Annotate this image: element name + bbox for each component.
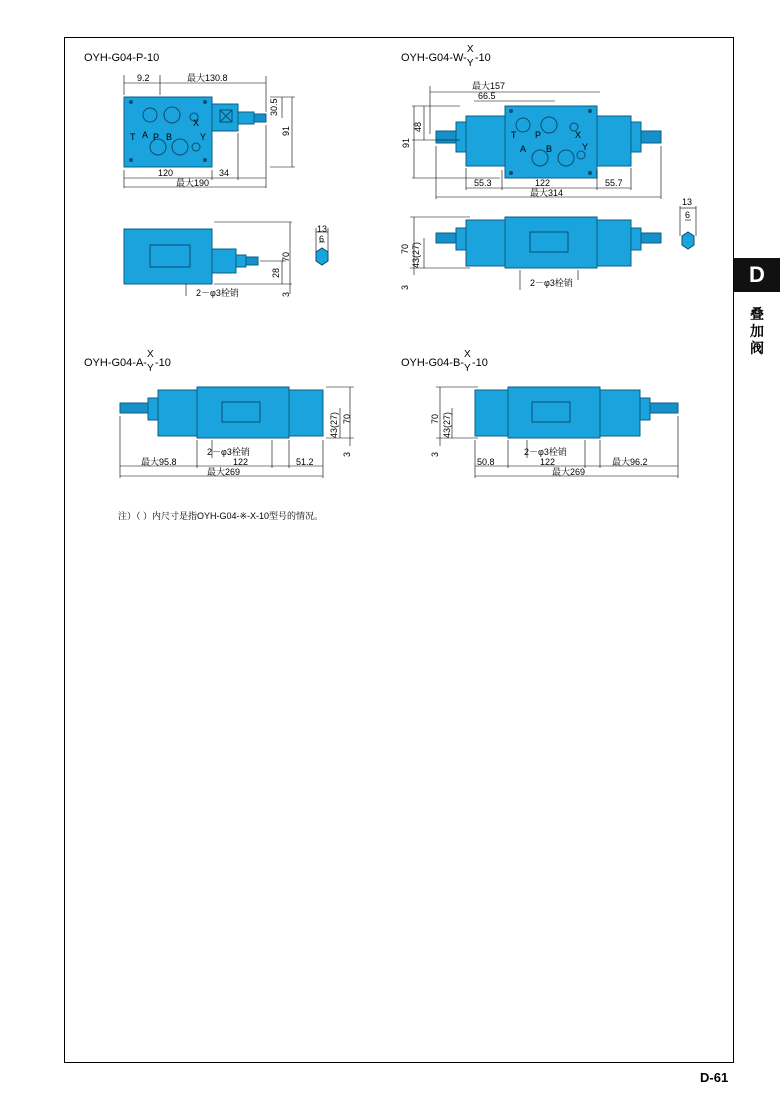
- dim-label: 66.5: [478, 91, 496, 101]
- dim-label: 55.7: [605, 178, 623, 188]
- title-a-suffix: -10: [154, 357, 171, 369]
- port-a-w: A: [520, 144, 527, 154]
- port-t: T: [130, 132, 136, 142]
- port-y: Y: [200, 132, 207, 142]
- title-b-x: X: [463, 349, 471, 360]
- title-w-x: X: [466, 44, 474, 55]
- dim-label: 最大157: [472, 81, 506, 91]
- dim-label: 3: [281, 291, 291, 297]
- dim-label: 28: [271, 267, 281, 278]
- dim-label: 最大190: [176, 178, 210, 188]
- title-a-prefix: OYH-G04-A-: [84, 357, 147, 369]
- dim-label: 43(27): [329, 411, 339, 438]
- port-p-w: P: [535, 130, 542, 140]
- dim-label: 最大269: [552, 467, 586, 477]
- dim-label: 51.2: [296, 457, 314, 467]
- section-char: 阀: [750, 340, 764, 356]
- dim-label: 43(27): [442, 411, 452, 438]
- port-b-w: B: [546, 144, 553, 154]
- dim-label: 最大269: [207, 467, 241, 477]
- dim-label: 70: [430, 413, 440, 424]
- dim-label: 13: [682, 197, 693, 207]
- port-a: A: [142, 130, 149, 140]
- dim-label: 3: [342, 451, 352, 457]
- dim-label: 3: [400, 284, 410, 290]
- page-number: D-61: [700, 1070, 729, 1085]
- port-x: X: [193, 118, 200, 128]
- port-b: B: [166, 132, 173, 142]
- title-b-prefix: OYH-G04-B-: [401, 357, 464, 369]
- title-a-x: X: [146, 349, 154, 360]
- dim-label: 70: [281, 251, 291, 262]
- dim-label: 91: [281, 125, 291, 136]
- dim-label: 最大96.2: [612, 457, 648, 467]
- section-char: 加: [750, 323, 764, 339]
- dim-label: 122: [540, 457, 556, 467]
- pin-label: 2－φ3栓销: [530, 278, 573, 288]
- dim-label: 122: [535, 178, 551, 188]
- section-tab: D: [734, 258, 780, 292]
- p-side-view: [124, 222, 328, 296]
- section-char: 叠: [750, 306, 764, 322]
- dim-label: 9.2: [137, 73, 150, 83]
- dim-label: 34: [219, 168, 230, 178]
- pin-label: 2－φ3栓销: [196, 288, 239, 298]
- dim-label: 70: [400, 243, 410, 254]
- p-top-view: [124, 75, 295, 188]
- dim-label: 91: [401, 137, 411, 148]
- port-t-w: T: [511, 130, 517, 140]
- dim-label: 最大130.8: [187, 73, 228, 83]
- title-b-y: Y: [463, 363, 471, 374]
- dim-label: 48: [413, 121, 423, 132]
- dim-label: 最大95.8: [141, 457, 177, 467]
- title-a-y: Y: [146, 363, 154, 374]
- dim-label: 6: [319, 234, 325, 244]
- title-w-suffix: -10: [474, 52, 491, 64]
- port-y-w: Y: [582, 142, 589, 152]
- port-p: P: [153, 132, 160, 142]
- dim-label: 13: [317, 224, 328, 234]
- dim-label: 43(27): [411, 241, 421, 268]
- dim-label: 3: [430, 451, 440, 457]
- dim-label: 120: [158, 168, 174, 178]
- pin-label: 2－φ3栓销: [524, 447, 567, 457]
- dim-label: 30.5: [269, 98, 279, 116]
- dim-label: 50.8: [477, 457, 495, 467]
- pin-label: 2－φ3栓销: [207, 447, 250, 457]
- dim-label: 最大314: [530, 188, 564, 198]
- title-w-prefix: OYH-G04-W-: [401, 52, 467, 64]
- title-b-suffix: -10: [471, 357, 488, 369]
- port-x-w: X: [575, 130, 582, 140]
- title-p: OYH-G04-P-10: [84, 52, 160, 64]
- dim-label: 70: [342, 413, 352, 424]
- footnote: 注）（ ）内尺寸是指OYH-G04-※-X-10型号的情况。: [118, 511, 324, 521]
- dim-label: 122: [233, 457, 249, 467]
- dim-label: 6: [685, 210, 691, 220]
- title-w-y: Y: [466, 58, 474, 69]
- dim-label: 55.3: [474, 178, 492, 188]
